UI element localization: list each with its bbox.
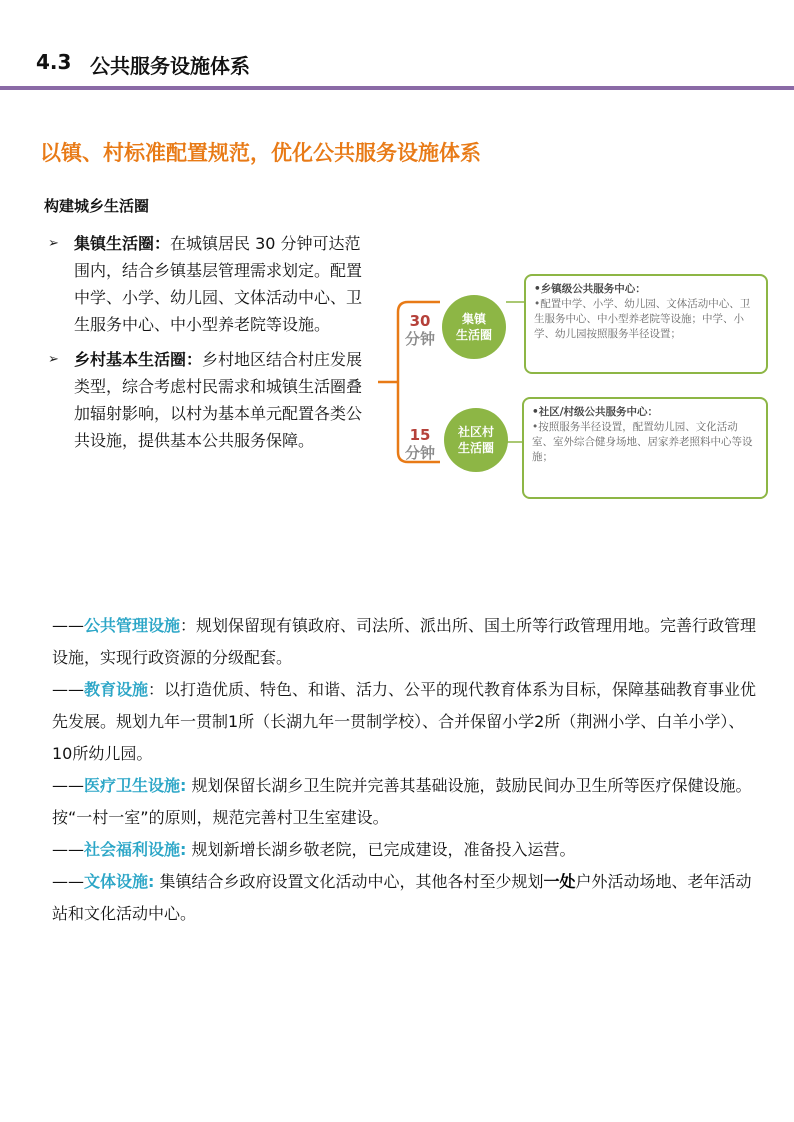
paragraph-education — [52, 674, 762, 770]
dash: —— — [52, 840, 84, 859]
paragraph-text: 规划保留现有镇政府、司法所、派出所、国土所等行政管理用地。完善行政管理设施，实现行政资源的分级配套。 — [52, 616, 757, 667]
dash: —— — [52, 776, 84, 795]
paragraph-term: 社会福利设施: — [84, 840, 187, 859]
box-title: •社区/村级公共服务中心： — [532, 406, 659, 418]
village-service-box — [522, 397, 768, 499]
sub-heading: 构建城乡生活圈 — [44, 197, 150, 215]
emphasis-text: 一处 — [543, 872, 576, 891]
minutes-value: 30 — [409, 312, 431, 330]
life-circle-diagram — [370, 260, 794, 510]
paragraph-term: 文体设施: — [84, 872, 155, 891]
paragraph-culture-sports — [52, 866, 762, 930]
minutes-unit: 分钟 — [404, 330, 435, 348]
paragraph-text: 规划保留长湖乡卫生院并完善其基础设施，鼓励民间办卫生所等医疗保健设施。按“一村一室”的原则，规范完善村卫生室建设。 — [52, 776, 752, 827]
arrow-bullet-icon: ➢ — [48, 352, 59, 367]
paragraph-term: 医疗卫生设施: — [84, 776, 187, 795]
paragraph-public-management — [52, 610, 762, 674]
main-heading: 以镇、村标准配置规范，优化公共服务设施体系 — [40, 141, 481, 165]
circle-line1: 集镇 — [461, 312, 486, 326]
bullet-term: 集镇生活圈： — [74, 234, 171, 253]
section-title: 公共服务设施体系 — [90, 54, 250, 78]
separator: ： — [180, 616, 197, 635]
village-life-circle — [444, 408, 508, 472]
paragraph-medical — [52, 770, 762, 834]
paragraph-text: 集镇结合乡政府设置文化活动中心，其他各村至少规划 — [159, 872, 544, 891]
header-rule — [0, 86, 794, 90]
time-label-30 — [400, 312, 440, 348]
paragraph-welfare — [52, 834, 762, 866]
town-service-box — [524, 274, 768, 374]
box-text: •配置中学、小学、幼儿园、文体活动中心、卫生服务中心、中小型养老院等设施；中学、小学、幼儿园按照服务半径设置； — [534, 298, 751, 340]
town-life-circle — [442, 295, 506, 359]
circle-line1: 社区村 — [457, 425, 494, 439]
circle-line2: 生活圈 — [455, 328, 492, 342]
paragraph-text: 以打造优质、特色、和谐、活力、公平的现代教育体系为目标，保障基础教育事业优先发展。规划九年一贯制1所（长湖九年一贯制学校）、合并保留小学2所（荆洲小学、白羊小学）、10所幼儿园。 — [52, 680, 757, 763]
minutes-unit: 分钟 — [404, 444, 435, 462]
paragraph-term: 公共管理设施 — [84, 616, 181, 635]
bullet-list — [44, 230, 374, 462]
section-number: 4.3 — [36, 50, 72, 74]
arrow-bullet-icon: ➢ — [48, 236, 59, 251]
minutes-value: 15 — [409, 426, 431, 444]
page-header — [0, 0, 794, 90]
facility-descriptions — [52, 610, 762, 930]
bullet-term: 乡村基本生活圈： — [74, 350, 203, 369]
dash: —— — [52, 680, 84, 699]
paragraph-text: 规划新增长湖乡敬老院，已完成建设，准备投入运营。 — [191, 840, 576, 859]
circle-line2: 生活圈 — [457, 441, 494, 455]
bullet-item — [44, 230, 374, 338]
paragraph-term: 教育设施 — [84, 680, 149, 699]
separator: ： — [148, 680, 165, 699]
dash: —— — [52, 616, 84, 635]
paragraph-text-after: 户外活动场地、老年活动站和文化活动中心。 — [52, 872, 752, 923]
dash: —— — [52, 872, 84, 891]
bullet-text: 在城镇居民 30 分钟可达范围内，结合乡镇基层管理需求划定。配置中学、小学、幼儿园、文体活动中心、卫生服务中心、中小型养老院等设施。 — [74, 234, 363, 334]
bullet-item — [44, 346, 374, 454]
box-text: •按照服务半径设置，配置幼儿园、文化活动室、室外综合健身场地、居家养老照料中心等设施； — [532, 421, 753, 463]
bullet-text: 乡村地区结合村庄发展类型，综合考虑村民需求和城镇生活圈叠加辐射影响，以村为基本单元配置各类公共设施，提供基本公共服务保障。 — [74, 350, 363, 450]
box-title: •乡镇级公共服务中心： — [534, 283, 646, 295]
time-label-15 — [400, 426, 440, 462]
